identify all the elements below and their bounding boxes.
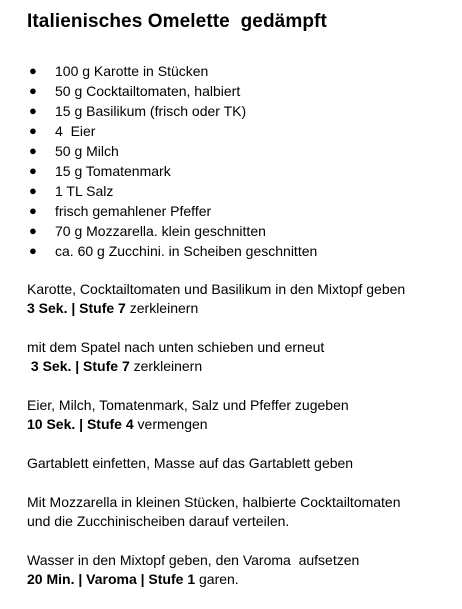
step-text: Eier, Milch, Tomatenmark, Salz und Pfeffer zugeben: [27, 397, 349, 413]
instruction-step-6: [27, 551, 457, 589]
step-text: mit dem Spatel nach unten schieben und erneut: [27, 339, 325, 355]
instruction-step-4: [27, 454, 457, 473]
step-action: zerkleinern: [129, 358, 203, 374]
ingredient-item: [0, 81, 462, 101]
bullet-icon: ●: [29, 143, 37, 158]
bullet-icon: ●: [29, 63, 37, 78]
ingredient-item: [0, 101, 462, 121]
step-setting-line: [27, 570, 457, 589]
ingredient-text: 1 TL Salz: [55, 183, 114, 199]
ingredient-item: [0, 181, 462, 201]
step-action: vermengen: [133, 416, 208, 432]
step-action: zerkleinern: [125, 300, 199, 316]
instruction-step-5: [27, 493, 457, 531]
step-setting: 3 Sek. | Stufe 7: [27, 300, 126, 316]
bullet-icon: ●: [29, 83, 37, 98]
ingredient-text: 15 g Basilikum (frisch oder TK): [55, 103, 247, 119]
ingredient-text: 4 Eier: [55, 123, 96, 139]
ingredient-text: ca. 60 g Zucchini. in Scheiben geschnitten: [55, 243, 318, 259]
bullet-icon: ●: [29, 163, 37, 178]
step-text: Gartablett einfetten, Masse auf das Gartablett geben: [27, 455, 354, 471]
step-setting: 20 Min. | Varoma | Stufe 1: [27, 571, 196, 587]
step-text: und die Zucchinischeiben darauf verteilen.: [27, 513, 290, 529]
ingredient-item: [0, 61, 462, 81]
step-setting-line: [27, 357, 457, 376]
ingredient-text: 70 g Mozzarella. klein geschnitten: [55, 223, 266, 239]
ingredient-text: 15 g Tomatenmark: [55, 163, 171, 179]
instruction-step-3: [27, 396, 457, 434]
ingredient-item: [0, 241, 462, 261]
ingredient-item: [0, 201, 462, 221]
ingredient-item: [0, 221, 462, 241]
bullet-icon: ●: [29, 103, 37, 118]
ingredient-text: 100 g Karotte in Stücken: [55, 63, 209, 79]
step-setting: 3 Sek. | Stufe 7: [27, 358, 130, 374]
ingredient-text: 50 g Cocktailtomaten, halbiert: [55, 83, 241, 99]
ingredient-item: [0, 121, 462, 141]
step-action: garen.: [195, 571, 239, 587]
ingredient-text: 50 g Milch: [55, 143, 119, 159]
ingredient-text: frisch gemahlener Pfeffer: [55, 203, 212, 219]
bullet-icon: ●: [29, 183, 37, 198]
bullet-icon: ●: [29, 243, 37, 258]
step-text: Karotte, Cocktailtomaten und Basilikum in den Mixtopf geben: [27, 281, 406, 297]
step-text: Wasser in den Mixtopf geben, den Varoma aufsetzen: [27, 552, 360, 568]
step-setting: 10 Sek. | Stufe 4: [27, 416, 134, 432]
bullet-icon: ●: [29, 203, 37, 218]
ingredient-item: [0, 141, 462, 161]
ingredient-list: [0, 61, 462, 261]
recipe-title: Italienisches Omelette gedämpft: [27, 11, 327, 32]
step-setting-line: [27, 299, 457, 318]
step-text: Mit Mozzarella in kleinen Stücken, halbierte Cocktailtomaten: [27, 494, 401, 510]
instruction-step-2: [27, 338, 457, 376]
instruction-steps: [27, 280, 457, 609]
bullet-icon: ●: [29, 123, 37, 138]
bullet-icon: ●: [29, 223, 37, 238]
ingredient-item: [0, 161, 462, 181]
instruction-step-1: [27, 280, 457, 318]
step-setting-line: [27, 415, 457, 434]
